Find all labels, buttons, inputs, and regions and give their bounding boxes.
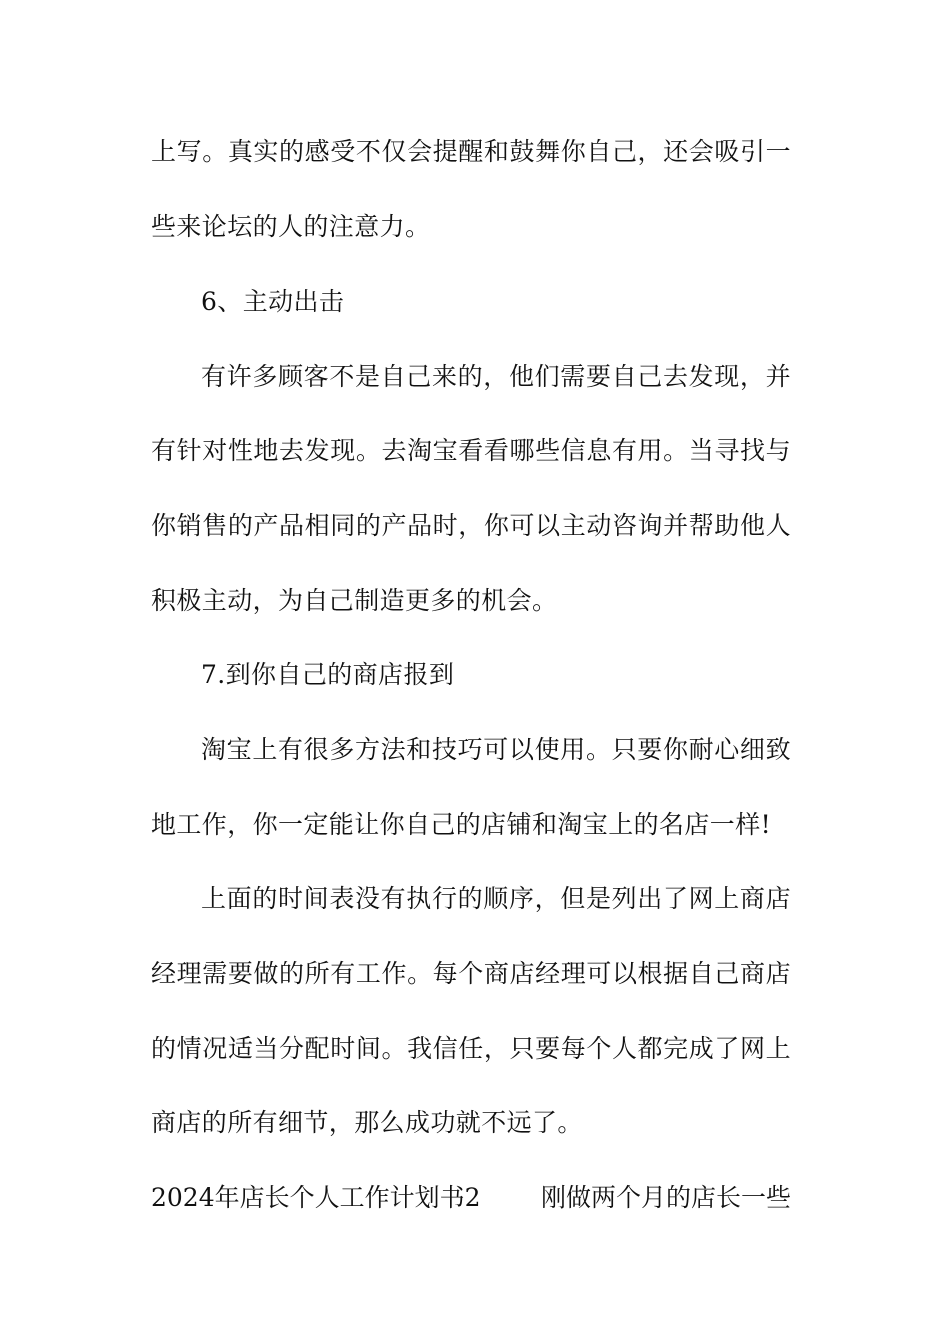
paragraph-line: 有针对性地去发现。去淘宝看看哪些信息有用。当寻找与: [151, 436, 791, 465]
section-heading: 6、主动出击: [201, 287, 345, 316]
paragraph-line: 积极主动，为自己制造更多的机会。: [151, 586, 558, 615]
section-continuation: 刚做两个月的店长一些: [540, 1183, 791, 1212]
paragraph-line: 商店的所有细节，那么成功就不远了。: [151, 1108, 583, 1137]
paragraph-line: 有许多顾客不是自己来的，他们需要自己去发现，并: [201, 362, 791, 391]
section-heading: 7.到你自己的商店报到: [201, 660, 455, 689]
paragraph-line: 上面的时间表没有执行的顺序，但是列出了网上商店: [201, 884, 791, 913]
paragraph-line: 淘宝上有很多方法和技巧可以使用。只要你耐心细致: [201, 735, 791, 764]
section-title: 2024年店长个人工作计划书2: [151, 1183, 481, 1212]
paragraph-line: 些来论坛的人的注意力。: [151, 212, 431, 241]
section-title-row: [151, 1183, 791, 1213]
paragraph-line: 的情况适当分配时间。我信任，只要每个人都完成了网上: [151, 1034, 791, 1063]
paragraph-line: 上写。真实的感受不仅会提醒和鼓舞你自己，还会吸引一: [151, 137, 791, 166]
paragraph-line: 地工作，你一定能让你自己的店铺和淘宝上的名店一样!: [151, 810, 772, 839]
paragraph-line: 经理需要做的所有工作。每个商店经理可以根据自己商店: [151, 959, 791, 988]
paragraph-line: 你销售的产品相同的产品时，你可以主动咨询并帮助他人: [151, 511, 791, 540]
